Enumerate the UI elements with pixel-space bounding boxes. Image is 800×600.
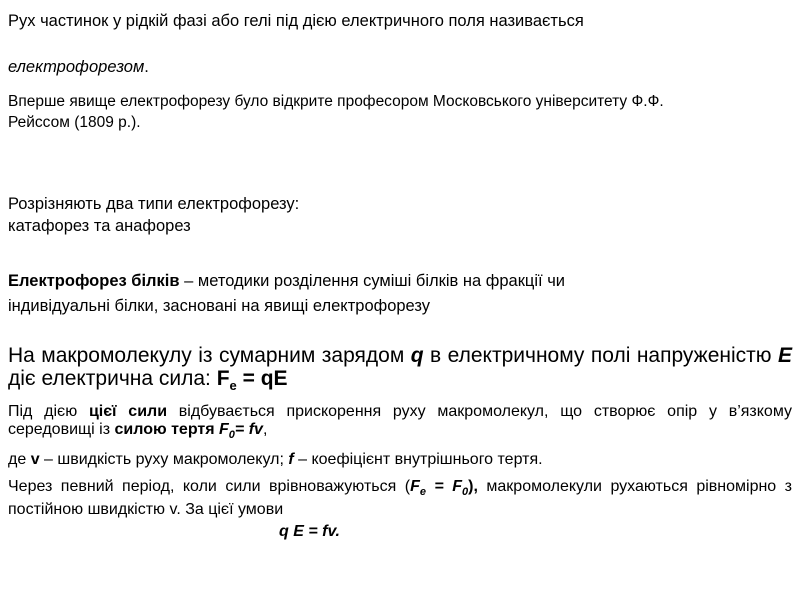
friction-subscript: 0: [228, 429, 235, 442]
f0-subscript: 0: [462, 486, 469, 499]
equilibrium-formula: [410, 478, 469, 499]
friction-comma: ,: [262, 421, 268, 438]
types-line-2: катафорез та анафорез: [8, 217, 191, 235]
force-text-c: діє електрична сила:: [8, 367, 217, 390]
final-formula: [279, 523, 340, 541]
force-paragraph: [8, 344, 792, 397]
friction-coefficient-symbol: f: [288, 451, 294, 468]
definitions-text-a: де: [8, 451, 31, 468]
velocity-symbol: v: [30, 451, 40, 468]
definitions-text-c: – коефіцієнт внутрішнього тертя.: [293, 451, 543, 468]
fe-symbol: F: [410, 478, 420, 495]
term-electrophoresis: електрофорезом: [8, 58, 145, 76]
friction-text-c: відбувається прискорення руху макромолекул, що створює опір у в’язкому середовищі із: [8, 403, 792, 438]
force-equation: = qE: [236, 367, 288, 390]
force-subscript: e: [229, 378, 237, 394]
fe-subscript: e: [419, 486, 426, 499]
types-paragraph: [8, 193, 299, 237]
friction-equation: = fv: [234, 421, 263, 438]
equilibrium-text-b: макромолекули рухаються рівномірно з постійною швидкістю v. За цієї умови: [8, 478, 793, 519]
equals-sign: =: [425, 478, 453, 495]
protein-electrophoresis-paragraph: [8, 269, 565, 319]
f0-symbol: F: [452, 478, 463, 495]
equilibrium-paragraph: [8, 478, 792, 519]
final-formula-text: q E = fv.: [279, 523, 340, 540]
history-line-1: Вперше явище електрофорезу було відкрите професором Московського університету Ф.Ф.: [8, 93, 664, 110]
definitions-text-b: – швидкість руху макромолекул;: [39, 451, 289, 468]
protein-line-2: індивідуальні білки, засновані на явищі електрофорезу: [8, 297, 430, 315]
force-symbol: F: [216, 367, 230, 390]
history-line-2: Рейссом (1809 р.).: [8, 114, 141, 131]
friction-paragraph: [8, 403, 792, 444]
charge-symbol: q: [410, 344, 424, 367]
friction-text-a: Під дією: [8, 403, 89, 420]
history-paragraph: [8, 91, 664, 133]
friction-force-bold: силою тертя: [114, 421, 215, 438]
term-paragraph: [8, 56, 149, 78]
types-line-1: Розрізняють два типи електрофорезу:: [8, 195, 300, 213]
definitions-paragraph: [8, 451, 543, 469]
friction-formula: [219, 421, 263, 442]
equilibrium-text-a: Через певний період, коли сили врівноважуються (: [8, 478, 411, 495]
intro-paragraph: [8, 10, 584, 32]
equilibrium-close: ),: [468, 478, 478, 495]
this-force-bold: цієї сили: [88, 403, 168, 420]
force-text-a: На макромолекулу із сумарним зарядом: [8, 344, 411, 367]
force-text-b: в електричному полі напруженістю: [423, 344, 778, 367]
field-symbol: E: [777, 344, 792, 367]
protein-electrophoresis-term: Електрофорез білків: [8, 272, 180, 290]
protein-line-1-rest: – методики розділення суміші білків на фракції чи: [179, 272, 566, 290]
term-dot: .: [144, 58, 149, 76]
force-formula: [216, 367, 288, 394]
friction-symbol: F: [219, 421, 229, 438]
intro-text: Рух частинок у рідкій фазі або гелі під дією електричного поля називається: [8, 12, 584, 30]
